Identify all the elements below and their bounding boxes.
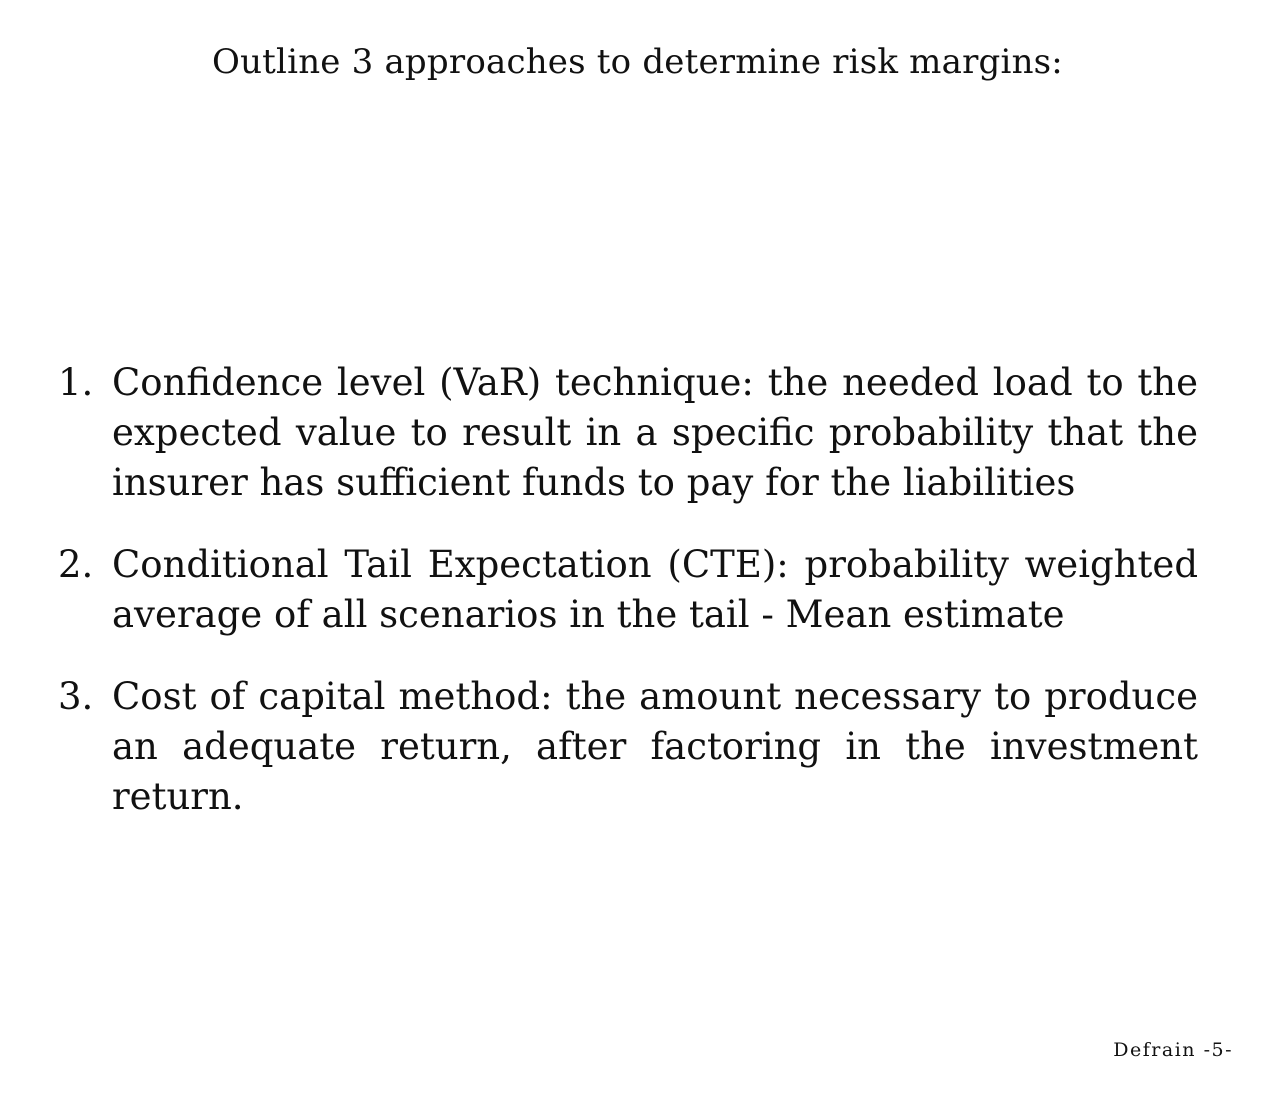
list-item [58,672,1198,822]
list-item [58,540,1198,640]
list-item [58,358,1198,508]
page-footer-label: Defrain -5- [1113,1039,1233,1061]
list-item-number: 2. [58,543,94,586]
list-item-text: Cost of capital method: the amount necessary to produce an adequate return, after factoring in the investment return. [112,675,1198,818]
list-item-text: Confidence level (VaR) technique: the needed load to the expected value to result in a specific probability that the insurer has sufficient funds to pay for the liabilities [112,361,1198,504]
page-title: Outline 3 approaches to determine risk margins: [212,42,1063,82]
approach-list [58,358,1198,854]
list-item-text: Conditional Tail Expectation (CTE): probability weighted average of all scenarios in the tail - Mean estimate [112,543,1198,636]
list-item-number: 1. [58,361,94,404]
list-item-number: 3. [58,675,94,718]
